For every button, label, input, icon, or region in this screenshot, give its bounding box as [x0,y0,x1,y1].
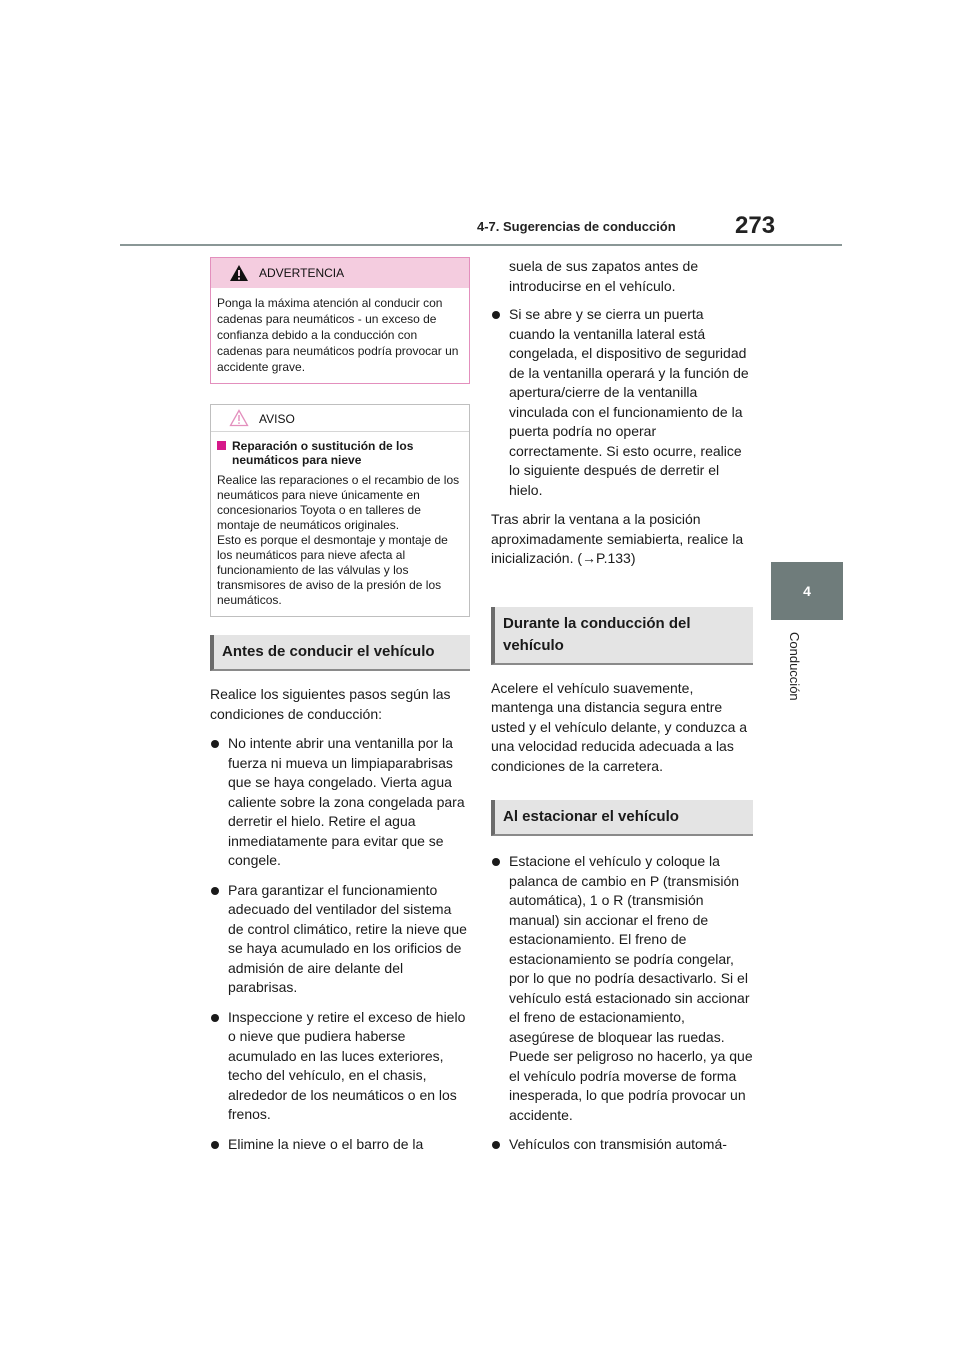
list-item [491,305,753,500]
list-item-text: Si se abre y se cierra un puerta cuando la ventanilla lateral está congelada, el dispositivo de seguridad de la ventanilla operará y la función de apertura/cierre de la ventanilla vinculada con el funcionamiento de la puerta podría no operar correctamente. Si esto ocurre, realice lo siguiente después de derretir el hielo. [509,306,749,498]
list-item-text: Vehículos con transmisión automá- [509,1136,727,1152]
before-driving-intro: Realice los siguientes pasos según las condiciones de conducción: [210,686,451,722]
warning-box [210,257,470,384]
warning-triangle-icon [229,264,249,282]
before-driving-list-continued [491,305,753,500]
parking-list [491,852,753,1155]
list-item-text: Estacione el vehículo y coloque la palanca de cambio en P (transmisión automática), 1 o R (transmisión manual) sin accionar el freno de estacionamiento. El freno de estacionamiento se podría congelar, por lo que no podría desactivarlo. Si el vehículo está estacionado sin accionar el freno de estacionamiento, asegúrese de bloquear las ruedas. Puede ser peligroso no hacerlo, ya que el vehículo podría moverse de forma inesperada, lo que podría provocar un accidente. [509,853,753,1123]
notice-text-2: Esto es porque el desmontaje y montaje de los neumáticos para nieve afecta al funcionamiento de las válvulas y los transmisores de aviso de la presión de los neumáticos. [217,533,448,607]
section-heading-before-driving: Antes de conducir el vehículo [210,635,470,671]
list-item [210,881,470,998]
list-item [491,1135,753,1155]
right-column [491,257,753,1165]
while-driving-text: Acelere el vehículo suavemente, mantenga una distancia segura entre usted y el vehículo delante, y conduzca a una velocidad reducida adecuada a las condiciones de la carretera. [491,679,748,774]
notice-subtitle [217,439,463,467]
caution-triangle-icon [229,409,249,427]
bullet-dot-icon [492,1141,500,1149]
bullet-dot-icon [211,887,219,895]
square-bullet-icon [217,441,226,450]
initialization-text: Tras abrir la ventana a la posición aproximadamente semiabierta, realice la inicialización. (→P.133) [491,511,744,566]
notice-box [210,404,470,617]
list-item-text: No intente abrir una ventanilla por la fuerza ni mueva un limpiaparabrisas que se haya congelado. Vierta agua caliente sobre la zona congelada para derretir el hielo. Retire el agua inmediatamente para evitar que se congele. [228,735,465,868]
bullet-dot-icon [492,311,500,319]
bullet-dot-icon [211,740,219,748]
list-item [210,1135,470,1155]
warning-header [211,258,469,288]
notice-text-1: Realice las reparaciones o el recambio de los neumáticos para nieve únicamente en concesionarios Toyota o en talleres de montaje de neumáticos originales. [217,473,460,532]
section-heading-parking: Al estacionar el vehículo [491,800,753,836]
header-divider [120,244,842,246]
list-item-text: Inspeccione y retire el exceso de hielo o nieve que pudiera haberse acumulado en las luces exteriores, techo del vehículo, en el chasis, alrededor de los neumáticos o en los frenos. [228,1008,466,1122]
warning-text: Ponga la máxima atención al conducir con cadenas para neumáticos - un exceso de confianza debido a la conducción con cadenas para neumáticos podría provocar un accidente grave. [217,296,459,374]
list-item [210,1008,470,1125]
notice-subtitle-text: Reparación o sustitución de los neumáticos para nieve [232,439,414,467]
page-number: 273 [735,212,776,239]
bullet-dot-icon [211,1141,219,1149]
before-driving-list [210,734,470,1154]
bullet-dot-icon [492,858,500,866]
chapter-tab[interactable]: 4 [771,562,843,620]
list-item [210,734,470,871]
warning-title: ADVERTENCIA [259,266,345,280]
list-item-text: Para garantizar el funcionamiento adecuado del ventilador del sistema de control climático, retire la nieve que se haya acumulado en los orificios de admisión de aire delante del parabrisas. [228,881,467,995]
notice-title: AVISO [259,412,295,426]
left-column [210,257,470,1164]
list-item [491,852,753,1125]
list-item-text: Elimine la nieve o el barro de la [228,1135,424,1152]
continued-text: suela de sus zapatos antes de introducirse en el vehículo. [509,258,699,294]
section-title: 4-7. Sugerencias de conducción [477,219,676,234]
notice-body [211,432,469,616]
bullet-dot-icon [211,1014,219,1022]
section-heading-while-driving: Durante la conducción del vehículo [491,607,753,665]
notice-header [211,405,469,432]
chapter-label: Conducción [787,632,802,701]
